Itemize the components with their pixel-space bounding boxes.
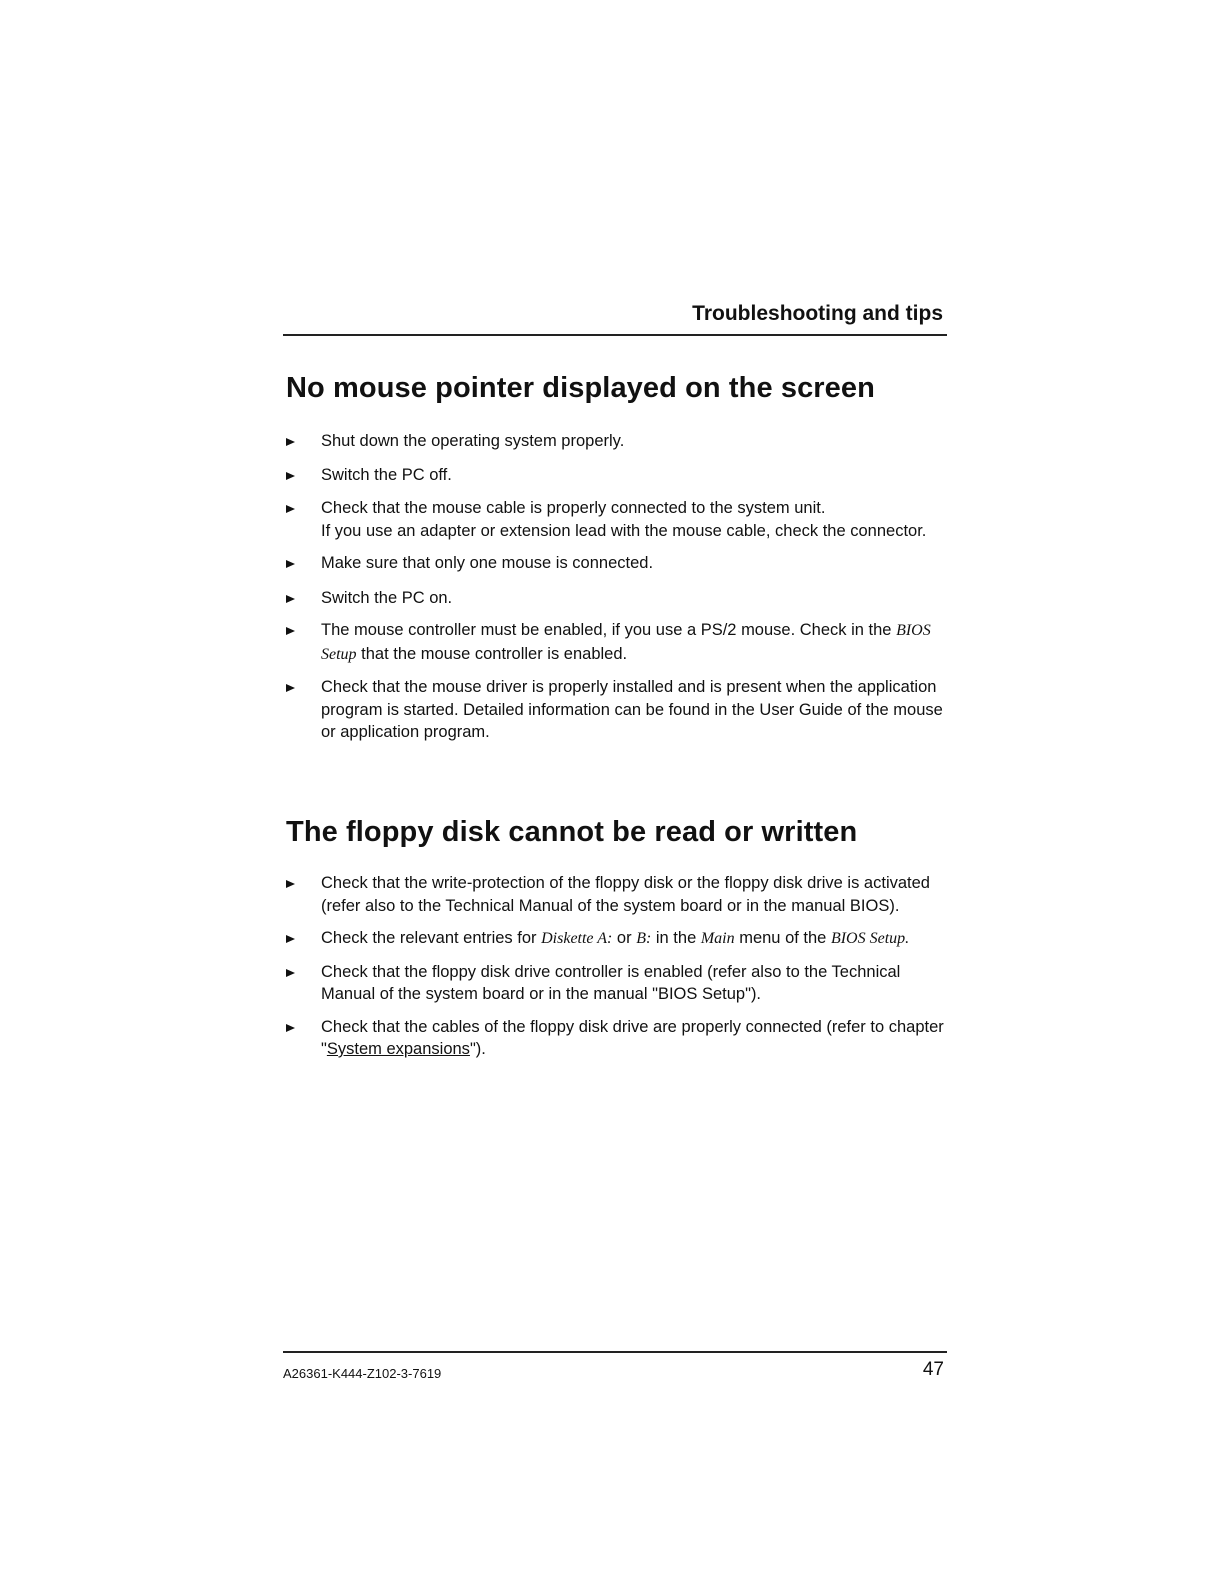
list-item-text: Check that the cables of the floppy disk drive are properly connected (refer to chapter " <box>321 1017 944 1058</box>
list-item-text: "). <box>469 1040 486 1058</box>
list-item-text: Check the relevant entries for <box>321 929 542 947</box>
list-item-text: . <box>905 930 910 947</box>
footer-rule <box>283 1351 947 1353</box>
list-item-text: Check that the write-protection of the floppy disk or the floppy disk drive is activated (refer also to the Technical Manual of the system board or in the manual BIOS). <box>321 874 930 915</box>
main-menu-term: Main <box>700 930 735 947</box>
list-item-text: The mouse controller must be enabled, if you use a PS/2 mouse. Check in the <box>321 621 897 639</box>
section-title-floppy-disk: The floppy disk cannot be read or written <box>286 816 858 848</box>
list-item <box>286 872 946 917</box>
bios-setup-term: BIOS Setup <box>321 622 931 663</box>
list-item <box>286 552 946 575</box>
list-item-text: Check that the floppy disk drive controller is enabled (refer also to the Technical Manual of the system board or in the manual "BIOS Setup"). <box>321 962 901 1003</box>
document-id: A26361-K444-Z102-3-7619 <box>283 1366 442 1381</box>
header-rule <box>283 334 947 336</box>
list-item-text: Shut down the operating system properly. <box>321 432 625 450</box>
list-item-text: Switch the PC on. <box>321 588 453 607</box>
triangle-bullet-icon <box>286 438 295 446</box>
list-item-text: menu of the <box>734 929 831 947</box>
list-item <box>286 961 946 1006</box>
list-item-text: in the <box>651 929 701 947</box>
list-item-text: or <box>612 929 637 947</box>
triangle-bullet-icon <box>286 684 295 692</box>
triangle-bullet-icon <box>286 472 295 480</box>
list-item <box>286 1016 946 1061</box>
list-item-text: Switch the PC off. <box>321 465 452 484</box>
list-item <box>286 587 946 610</box>
triangle-bullet-icon <box>286 505 295 513</box>
triangle-bullet-icon <box>286 627 295 635</box>
triangle-bullet-icon <box>286 560 295 568</box>
system-expansions-link[interactable]: System expansions <box>326 1040 470 1058</box>
page-number: 47 <box>922 1359 944 1380</box>
list-item <box>286 927 946 951</box>
list-item-text: that the mouse controller is enabled. <box>356 644 628 663</box>
list-item <box>286 497 946 542</box>
triangle-bullet-icon <box>286 935 295 943</box>
diskette-a-term: Diskette A: <box>541 930 613 947</box>
running-header: Troubleshooting and tips <box>692 302 943 325</box>
list-item-text: Check that the mouse driver is properly installed and is present when the application program is started. Detailed information can be found in the User Guide of the mouse or application program. <box>321 678 943 741</box>
section-title-mouse-pointer: No mouse pointer displayed on the screen <box>286 372 875 404</box>
triangle-bullet-icon <box>286 880 295 888</box>
list-item-text: Check that the mouse cable is properly connected to the system unit. <box>321 499 826 517</box>
list-item <box>286 430 946 453</box>
triangle-bullet-icon <box>286 1024 295 1032</box>
bios-setup-term: BIOS Setup <box>830 930 906 947</box>
floppy-checklist <box>286 872 946 1061</box>
list-item-text: Make sure that only one mouse is connected. <box>321 554 654 572</box>
list-item <box>286 676 946 744</box>
triangle-bullet-icon <box>286 969 295 977</box>
list-item <box>286 464 946 487</box>
list-item <box>286 619 946 666</box>
triangle-bullet-icon <box>286 595 295 603</box>
mouse-checklist <box>286 430 946 744</box>
diskette-b-term: B: <box>636 930 652 947</box>
list-item-text-continued: If you use an adapter or extension lead with the mouse cable, check the connector. <box>321 521 927 540</box>
